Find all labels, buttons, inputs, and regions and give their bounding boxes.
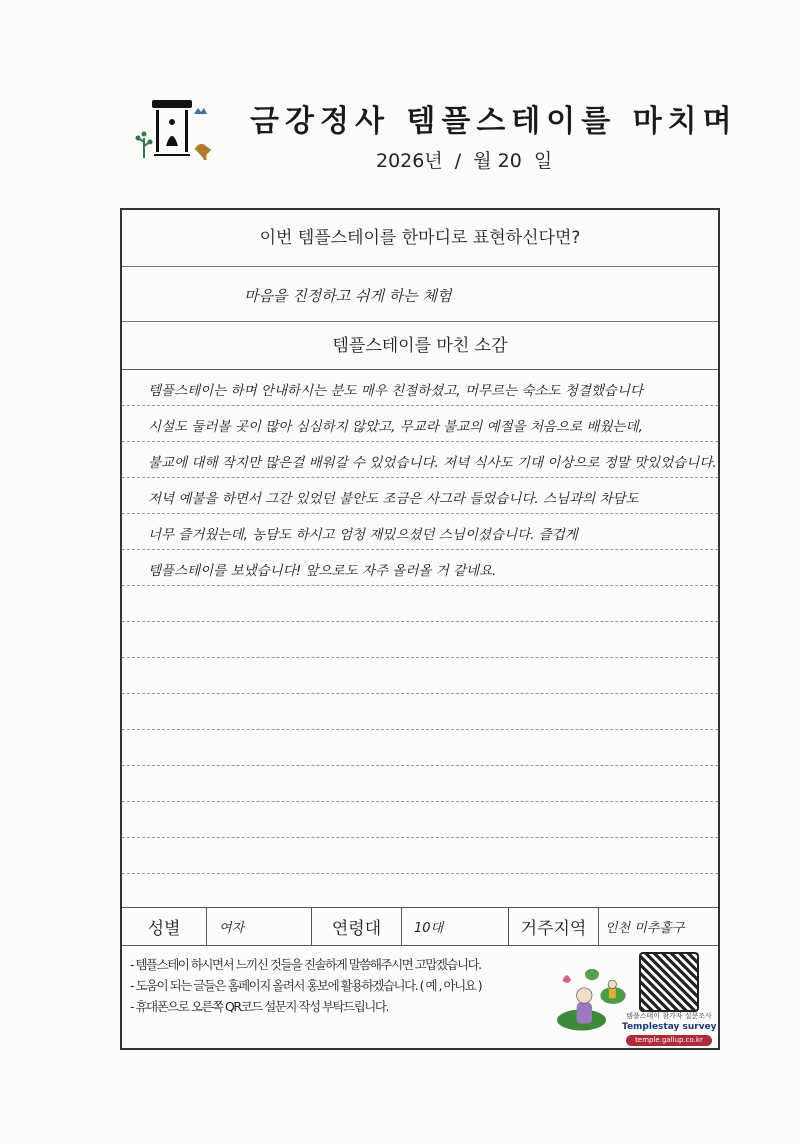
survey-caption: 템플스테이 참가자 설문조사 [626,1012,712,1020]
note: - 템플스테이 하시면서 느끼신 것들을 진솔하게 말씀해주시면 고맙겠습니다. [130,957,481,972]
impressions-field[interactable] [122,370,718,910]
line-text: 템플스테이를 보냈습니다! 앞으로도 자주 올러올 거 같네요. [148,563,497,579]
page-title: 금강정사 템플스테이를 마치며 [250,104,738,139]
qr-code[interactable] [639,952,699,1012]
form-box [120,208,720,1050]
impression-line [122,658,718,694]
impressions-label: 템플스테이를 마친 소감 [122,322,718,370]
impression-line [122,550,718,586]
impression-line [122,478,718,514]
notes [130,956,550,1019]
question-label: 이번 템플스테이를 한마디로 표현하신다면? [122,210,718,267]
age-label: 연령대 [312,908,402,945]
impression-line [122,874,718,910]
impression-line [122,802,718,838]
impression-line [122,406,718,442]
line-text: 시설도 둘러볼 곳이 많아 심심하지 않았고, 무교라 불교의 예절을 처음으로 배웠는데, [148,419,643,435]
monk-illustration-icon [557,955,627,1043]
impression-line [122,370,718,406]
survey-title: Templestay survey [622,1022,717,1032]
date: 2026년 / 월 20 일 [376,150,553,172]
gender-label: 성별 [122,908,207,945]
respondent-info [122,907,718,946]
note: - 휴대폰으로 오른쪽 QR코드 설문지 작성 부탁드립니다. [130,999,388,1014]
region-field[interactable]: 인천 미추홀구 [605,921,685,936]
impression-line [122,838,718,874]
temple-logo-icon [130,98,215,168]
impression-line [122,730,718,766]
impression-line [122,766,718,802]
line-text: 너무 즐거웠는데, 농담도 하시고 엄청 재밌으셨던 스님이셨습니다. 즐겁게 [148,527,578,543]
line-text: 저녁 예불을 하면서 그간 있었던 불안도 조금은 사그라 들었습니다. 스님과의 차담도 [148,491,639,507]
survey-url[interactable]: temple.gallup.co.kr [626,1035,712,1046]
line-text: 템플스테이는 하며 안내하시는 분도 매우 친절하셨고, 머무르는 숙소도 청결했습니다 [148,383,644,399]
impression-line [122,622,718,658]
age-field[interactable]: 10대 [402,908,509,945]
gender-field[interactable]: 여자 [207,908,312,945]
region-label: 거주지역 [509,908,599,945]
note: - 도움이 되는 글들은 홈페이지 올려서 홍보에 활용하겠습니다. ( 예 , 아니요 ) [130,978,482,993]
impression-line [122,514,718,550]
impression-line [122,586,718,622]
question-answer-field[interactable] [122,267,718,322]
answer-text: 마음을 진정하고 쉬게 하는 체험 [244,287,452,305]
impression-line [122,442,718,478]
line-text: 불교에 대해 작지만 많은걸 배워갈 수 있었습니다. 저녁 식사도 기대 이상으로 정말 맛있었습니다. [148,455,717,471]
impression-line [122,694,718,730]
